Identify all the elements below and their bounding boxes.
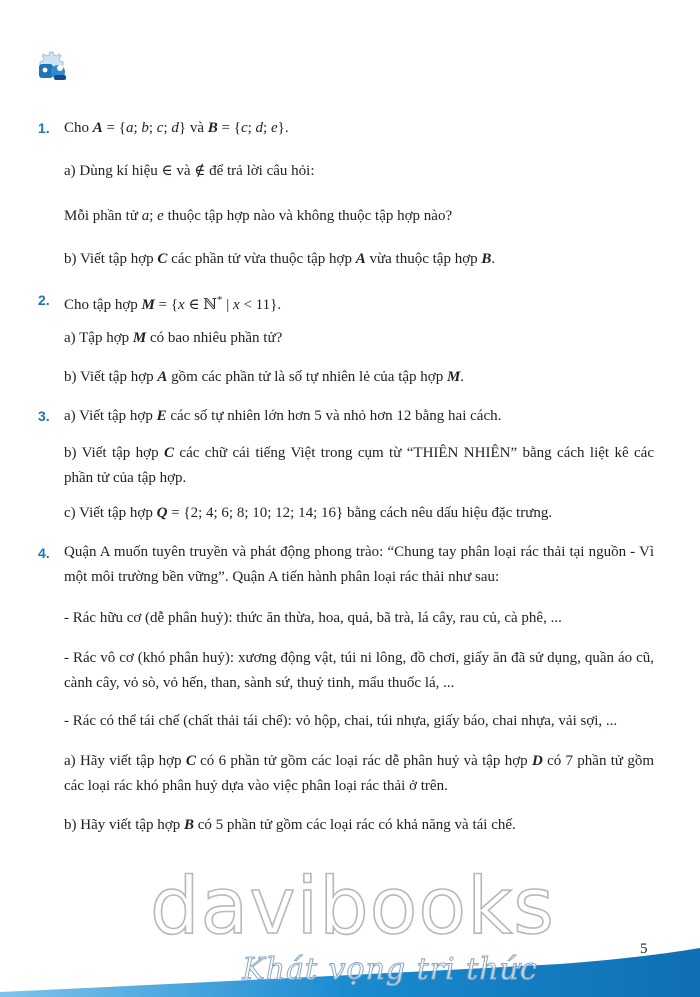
exercise-number: 4. bbox=[38, 545, 50, 561]
exercise-1-question-a-detail: Mỗi phần tử a; e thuộc tập hợp nào và không thuộc tập hợp nào? bbox=[64, 208, 453, 224]
exercise-1-statement: Cho A = {a; b; c; d} và B = {c; d; e}. bbox=[64, 120, 289, 136]
exercise-3-question-b: b) Viết tập hợp C các chữ cái tiếng Việt trong cụm từ “THIÊN NHIÊN” bằng cách liệt kê các phần tử của tập hợp. bbox=[64, 445, 655, 486]
exercise-4-inorganic: - Rác vô cơ (khó phân huỷ): xương động vật, túi ni lông, đồ chơi, giấy ăn đã sử dụng, quần áo cũ, cành cây, vỏ sò, vỏ hến, than, sành sứ, thuỷ tinh, mẩu thuốc lá, ... bbox=[64, 650, 654, 691]
exercise-number: 1. bbox=[38, 120, 50, 136]
exercise-4-recyclable: - Rác có thể tái chế (chất thải tái chế): vỏ hộp, chai, túi nhựa, giấy báo, chai nhựa, vải sợi, ... bbox=[64, 713, 618, 729]
watermark-logo: davibooks bbox=[150, 862, 555, 952]
exercise-4-intro: Quận A muốn tuyên truyền và phát động phong trào: “Chung tay phân loại rác thải tại nguồn - Vì một môi trường bền vững”. Quận A tiến hành phân loại rác thải như sau: bbox=[64, 544, 654, 585]
gear-puzzle-icon bbox=[36, 48, 72, 84]
exercise-4-question-b: b) Hãy viết tập hợp B có 5 phần tử gồm các loại rác có khả năng và tái chế. bbox=[64, 817, 516, 833]
exercise-3-question-c: c) Viết tập hợp Q = {2; 4; 6; 8; 10; 12; 14; 16} bằng cách nêu dấu hiệu đặc trưng. bbox=[64, 505, 553, 521]
exercise-number: 2. bbox=[38, 292, 50, 308]
exercise-1-question-b: b) Viết tập hợp C các phần tử vừa thuộc tập hợp A vừa thuộc tập hợp B. bbox=[64, 251, 496, 267]
watermark-tagline: Khát vọng tri thức bbox=[242, 952, 538, 987]
exercise-number: 3. bbox=[38, 408, 50, 424]
page-number: 5 bbox=[640, 941, 648, 957]
exercise-3-question-a: a) Viết tập hợp E các số tự nhiên lớn hơn 5 và nhỏ hơn 12 bằng hai cách. bbox=[64, 408, 502, 424]
exercise-4-question-a: a) Hãy viết tập hợp C có 6 phần tử gồm các loại rác dễ phân huỷ và tập hợp D có 7 phần tử gồm các loại rác khó phân huỷ dựa vào việc phân loại rác thải ở trên. bbox=[64, 753, 654, 794]
exercise-2-statement: Cho tập hợp M = {x ∈ ℕ* | x < 11}. bbox=[64, 294, 282, 313]
exercise-2-question-b: b) Viết tập hợp A gồm các phần tử là số tự nhiên lẻ của tập hợp M. bbox=[64, 369, 465, 385]
exercise-1-question-a: a) Dùng kí hiệu ∈ và ∉ để trả lời câu hỏi: bbox=[64, 163, 315, 179]
exercise-2-question-a: a) Tập hợp M có bao nhiêu phần tử? bbox=[64, 330, 283, 346]
exercise-4-organic: - Rác hữu cơ (dễ phân huỷ): thức ăn thừa, hoa, quả, bã trà, lá cây, rau củ, cà phê, ... bbox=[64, 610, 562, 626]
